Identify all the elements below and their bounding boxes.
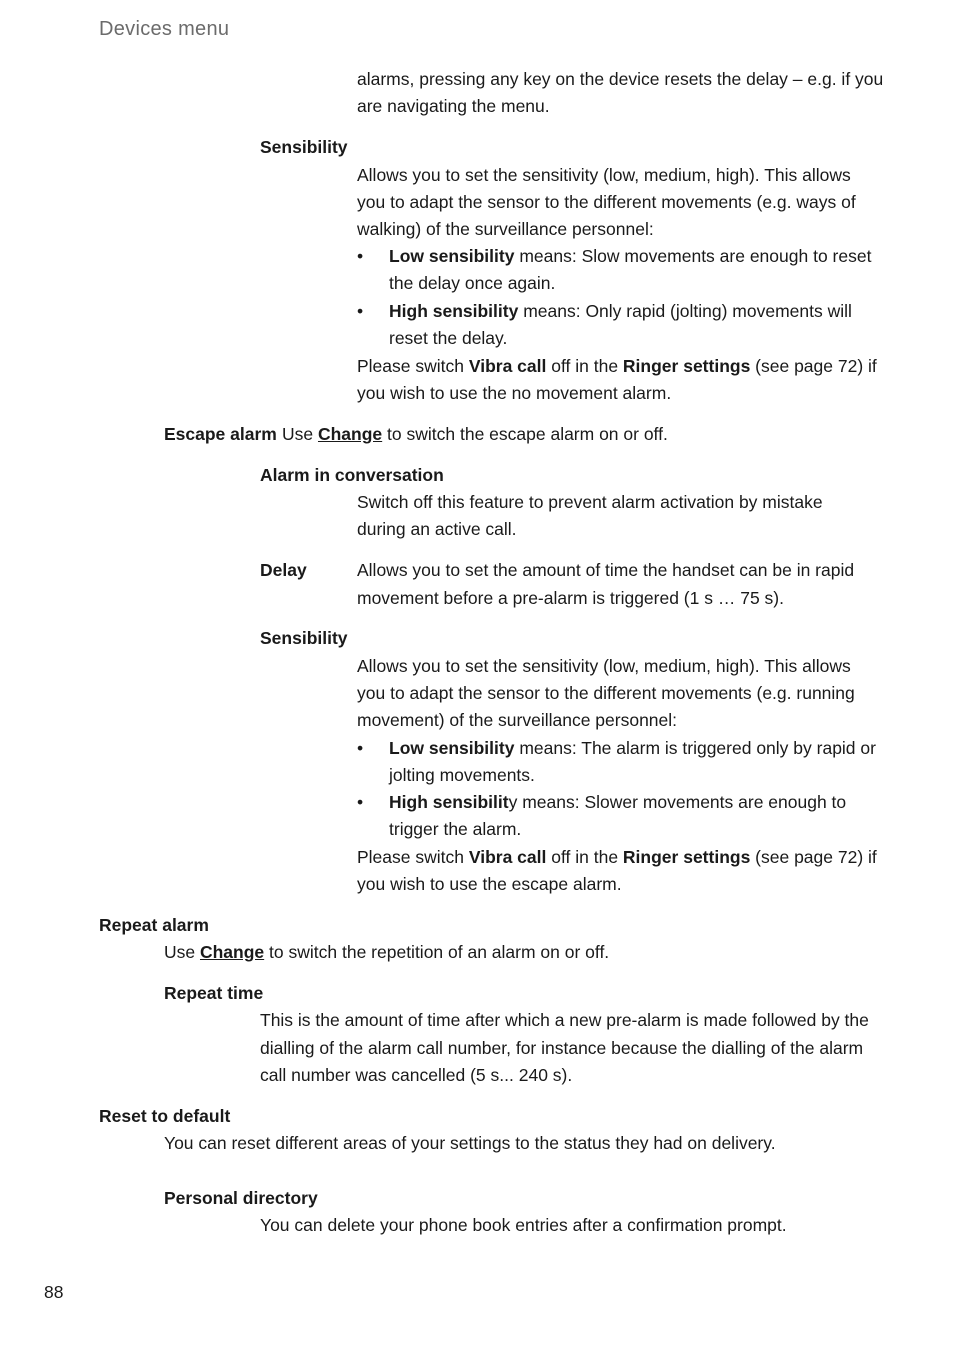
term-ringer-settings: Ringer settings	[622, 847, 751, 867]
pdir-line-1: You can delete your phone book entries after a confirmation prompt.	[260, 1215, 787, 1235]
sens1-bullet-1	[389, 243, 871, 270]
desc-text: to switch the escape alarm on or off.	[382, 424, 668, 444]
term-low-sensibility: Low sensibility	[389, 738, 515, 758]
sens2-desc-3: movement) of the surveillance personnel:	[357, 710, 678, 730]
term-vibra-call: Vibra call	[468, 847, 547, 867]
bullet-icon: •	[357, 301, 364, 321]
rtime-line-1: This is the amount of time after which a new pre-alarm is made followed by the	[260, 1010, 869, 1030]
sens2-note-cont: you wish to use the escape alarm.	[357, 874, 622, 894]
sens2-desc-2: you to adapt the sensor to the different movements (e.g. running	[357, 683, 855, 703]
conv-line-1: Switch off this feature to prevent alarm activation by mistake	[357, 492, 823, 512]
delay-line-2: movement before a pre-alarm is triggered (1 s … 75 s).	[357, 588, 784, 608]
note-text: off in the	[546, 847, 623, 867]
conv-line-2: during an active call.	[357, 519, 517, 539]
escape-alarm-desc	[282, 421, 668, 448]
sens1-note	[357, 353, 877, 380]
sens1-bullet-1-cont: the delay once again.	[389, 273, 556, 293]
term-ringer-settings: Ringer settings	[622, 356, 751, 376]
alarm-in-conversation-heading: Alarm in conversation	[260, 465, 444, 485]
sens1-bullet-2-cont: reset the delay.	[389, 328, 508, 348]
repeat-alarm-desc	[164, 939, 609, 966]
term-high-sensibility: High sensibilit	[389, 792, 509, 812]
sens2-desc-1: Allows you to set the sensitivity (low, medium, high). This allows	[357, 656, 851, 676]
escape-alarm-heading: Escape alarm	[164, 424, 277, 444]
note-text: off in the	[546, 356, 623, 376]
delay-heading: Delay	[260, 560, 307, 580]
reset-line-1: You can reset different areas of your settings to the status they had on delivery.	[164, 1133, 776, 1153]
rtime-line-3: call number was cancelled (5 s... 240 s).	[260, 1065, 573, 1085]
repeat-alarm-heading: Repeat alarm	[99, 915, 209, 935]
sensibility-heading-1: Sensibility	[260, 137, 348, 157]
sens2-bullet-1	[389, 735, 876, 762]
bullet-text: means: Slow movements are enough to reset	[514, 246, 872, 266]
bullet-text: y means: Slower movements are enough to	[508, 792, 847, 812]
sens1-bullet-2	[389, 298, 852, 325]
note-text: Please switch	[357, 356, 469, 376]
reset-to-default-heading: Reset to default	[99, 1106, 231, 1126]
note-text: Please switch	[357, 847, 469, 867]
term-vibra-call: Vibra call	[468, 356, 547, 376]
intro-line-2: are navigating the menu.	[357, 96, 550, 116]
personal-directory-heading: Personal directory	[164, 1188, 318, 1208]
sens1-desc-3: walking) of the surveillance personnel:	[357, 219, 654, 239]
sens1-desc-2: you to adapt the sensor to the different movements (e.g. ways of	[357, 192, 856, 212]
sensibility-heading-2: Sensibility	[260, 628, 348, 648]
page-number: 88	[44, 1282, 64, 1302]
sens1-desc-1: Allows you to set the sensitivity (low, medium, high). This allows	[357, 165, 851, 185]
term-high-sensibility: High sensibility	[389, 301, 519, 321]
sens2-note	[357, 844, 877, 871]
delay-line-1: Allows you to set the amount of time the handset can be in rapid	[357, 560, 855, 580]
sens2-bullet-2	[389, 789, 846, 816]
repeat-time-heading: Repeat time	[164, 983, 264, 1003]
term-low-sensibility: Low sensibility	[389, 246, 515, 266]
bullet-icon: •	[357, 792, 364, 812]
bullet-text: means: The alarm is triggered only by rapid or	[514, 738, 876, 758]
bullet-text: means: Only rapid (jolting) movements will	[518, 301, 852, 321]
rtime-line-2: dialling of the alarm call number, for instance because the dialling of the alarm	[260, 1038, 864, 1058]
bullet-icon: •	[357, 738, 364, 758]
change-link[interactable]: Change	[317, 424, 383, 444]
bullet-icon: •	[357, 246, 364, 266]
running-header: Devices menu	[99, 18, 230, 40]
desc-text: Use	[282, 424, 318, 444]
sens2-bullet-1-cont: jolting movements.	[389, 765, 535, 785]
note-text: (see page 72) if	[750, 847, 877, 867]
sens1-note-cont: you wish to use the no movement alarm.	[357, 383, 672, 403]
change-link[interactable]: Change	[199, 942, 265, 962]
intro-line-1: alarms, pressing any key on the device resets the delay – e.g. if you	[357, 69, 884, 89]
desc-text: Use	[164, 942, 200, 962]
note-text: (see page 72) if	[750, 356, 877, 376]
desc-text: to switch the repetition of an alarm on or off.	[264, 942, 610, 962]
sens2-bullet-2-cont: trigger the alarm.	[389, 819, 522, 839]
